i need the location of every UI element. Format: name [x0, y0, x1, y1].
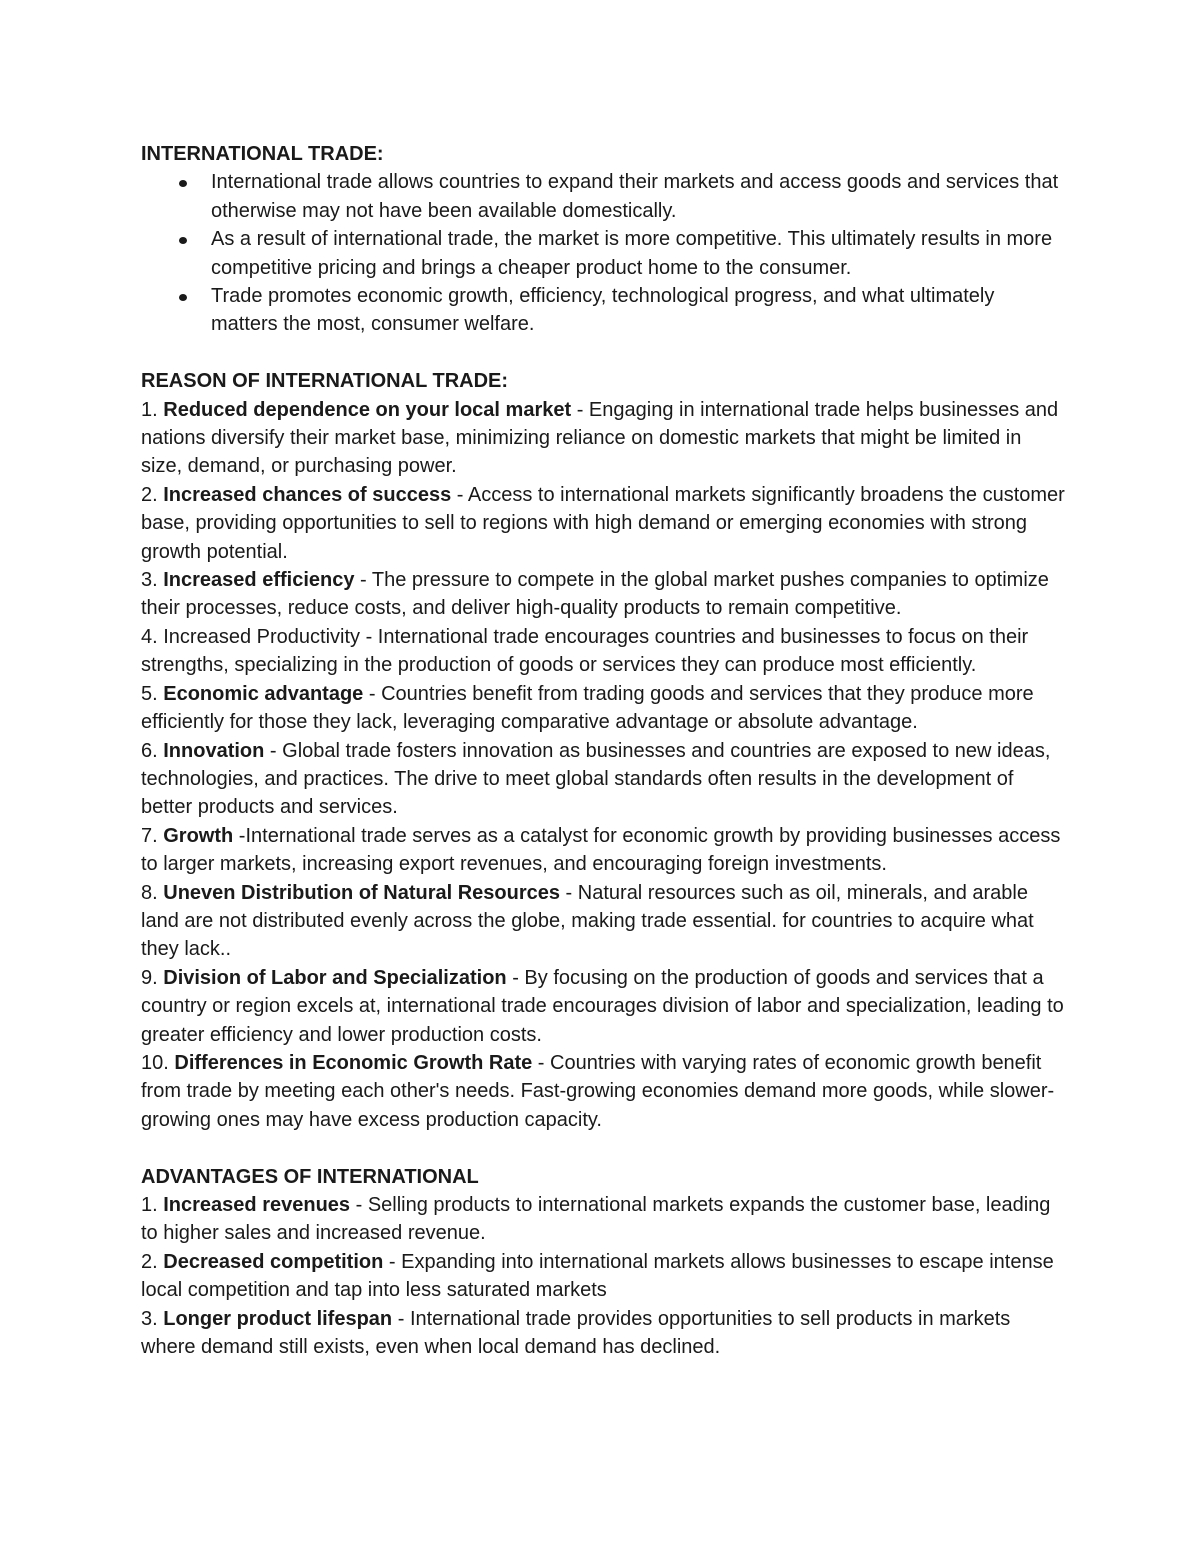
item-number: 1. [141, 398, 158, 421]
item-title: Differences in Economic Growth Rate [174, 1051, 533, 1074]
item-title: Innovation [163, 739, 265, 762]
item-title: Increased chances of success [163, 483, 452, 506]
item-separator: - [383, 1250, 402, 1273]
item-title: Increased efficiency [163, 569, 355, 592]
item-title: Growth [163, 824, 234, 847]
item-number: 7. [141, 824, 158, 847]
item-separator: - [506, 966, 525, 989]
item-title: Decreased competition [163, 1250, 384, 1273]
item-number: 2. [141, 1250, 158, 1273]
item-number: 4. [141, 625, 158, 648]
item-title: Longer product lifespan [163, 1307, 393, 1330]
item-title: Uneven Distribution of Natural Resources [163, 881, 560, 904]
numbered-item [141, 623, 1066, 680]
item-number: 1. [141, 1194, 158, 1216]
section-heading-advantages: ADVANTAGES OF INTERNATIONAL [141, 1165, 479, 1188]
item-separator: - [451, 483, 468, 506]
numbered-item [141, 1305, 1066, 1362]
bullet-item: Trade promotes economic growth, efficiency, technological progress, and what ultimately matters the most, consumer welfare. [211, 282, 1066, 339]
numbered-item [141, 680, 1066, 737]
item-text: Countries with varying rates of economic growth benefit from trade by meeting each other's needs. Fast-growing economies demand more goods, while slower-growing ones may have excess production capacity. [141, 1051, 1055, 1131]
item-separator: - [571, 398, 589, 421]
numbered-item [141, 1248, 1066, 1305]
numbered-item [141, 964, 1066, 1049]
advantages-list [141, 1191, 1066, 1361]
item-number: 3. [141, 1307, 158, 1330]
numbered-item [141, 396, 1066, 481]
item-text: International trade provides opportunities to sell products in markets where demand still exists, even when local demand has declined. [141, 1307, 1011, 1359]
item-number: 3. [141, 569, 158, 592]
item-title: Division of Labor and Specialization [163, 966, 507, 989]
item-separator: - [354, 569, 372, 592]
item-title: Reduced dependence on your local market [163, 398, 572, 421]
item-text: Access to international markets significantly broadens the customer base, providing opportunities to sell to regions with high demand or emerging economies with strong growth potential. [141, 483, 1065, 563]
item-separator: - [392, 1307, 410, 1330]
numbered-item [141, 566, 1066, 623]
bullet-item: International trade allows countries to expand their markets and access goods and services that otherwise may not have been available domestically. [211, 168, 1066, 225]
item-text: Countries benefit from trading goods and services that they produce more efficiently for those they lack, leveraging comparative advantage or absolute advantage. [141, 682, 1034, 734]
item-text: Selling products to international markets expands the customer base, leading to higher sales and increased revenue. [141, 1194, 1051, 1245]
item-number: 6. [141, 739, 158, 762]
item-separator: - [233, 824, 246, 847]
numbered-item [141, 1191, 1066, 1248]
item-text: Global trade fosters innovation as businesses and countries are exposed to new ideas, technologies, and practices. The drive to meet global standards often results in the development of better products and services. [141, 739, 1051, 819]
numbered-item [141, 481, 1066, 566]
item-separator: - [350, 1194, 368, 1216]
item-number: 10. [141, 1051, 169, 1074]
numbered-item [141, 822, 1066, 879]
document-page [141, 140, 1066, 1361]
item-text: Expanding into international markets allows businesses to escape intense local competition and tap into less saturated markets [141, 1250, 1054, 1302]
item-number: 8. [141, 881, 158, 904]
numbered-item [141, 1049, 1066, 1134]
numbered-item [141, 737, 1066, 822]
item-number: 9. [141, 966, 158, 989]
bullet-list [141, 168, 1066, 338]
item-number: 2. [141, 483, 158, 506]
section-heading-international-trade: INTERNATIONAL TRADE: [141, 143, 384, 165]
item-text: Natural resources such as oil, minerals, and arable land are not distributed evenly across the globe, making trade essential. for countries to acquire what they lack.. [141, 881, 1034, 961]
item-separator: - [264, 739, 283, 762]
bullet-item: As a result of international trade, the market is more competitive. This ultimately results in more competitive pricing and brings a cheaper product home to the consumer. [211, 225, 1066, 282]
item-title: Economic advantage [163, 682, 364, 705]
item-text: Engaging in international trade helps businesses and nations diversify their market base, minimizing reliance on domestic markets that might be limited in size, demand, or purchasing power. [141, 398, 1059, 478]
item-text: By focusing on the production of goods and services that a country or region excels at, international trade encourages division of labor and specialization, leading to greater efficiency and lower production costs. [141, 966, 1064, 1046]
item-separator: - [560, 881, 578, 904]
item-title: Increased revenues [163, 1194, 351, 1216]
item-number: 5. [141, 682, 158, 705]
reasons-list [141, 396, 1066, 1135]
spacer [141, 1134, 1066, 1162]
section-heading-reasons: REASON OF INTERNATIONAL TRADE: [141, 370, 509, 393]
item-separator: - [363, 682, 382, 705]
numbered-item [141, 879, 1066, 964]
item-text: International trade serves as a catalyst for economic growth by providing businesses access to larger markets, increasing export revenues, and encouraging foreign investments. [141, 824, 1061, 876]
item-text: Increased Productivity - International trade encourages countries and businesses to focus on their strengths, specializing in the production of goods or services they can produce most efficiently. [141, 625, 1029, 677]
item-separator: - [532, 1051, 551, 1074]
item-text: The pressure to compete in the global market pushes companies to optimize their processes, reduce costs, and deliver high-quality products to remain competitive. [141, 569, 1049, 620]
spacer [141, 339, 1066, 367]
